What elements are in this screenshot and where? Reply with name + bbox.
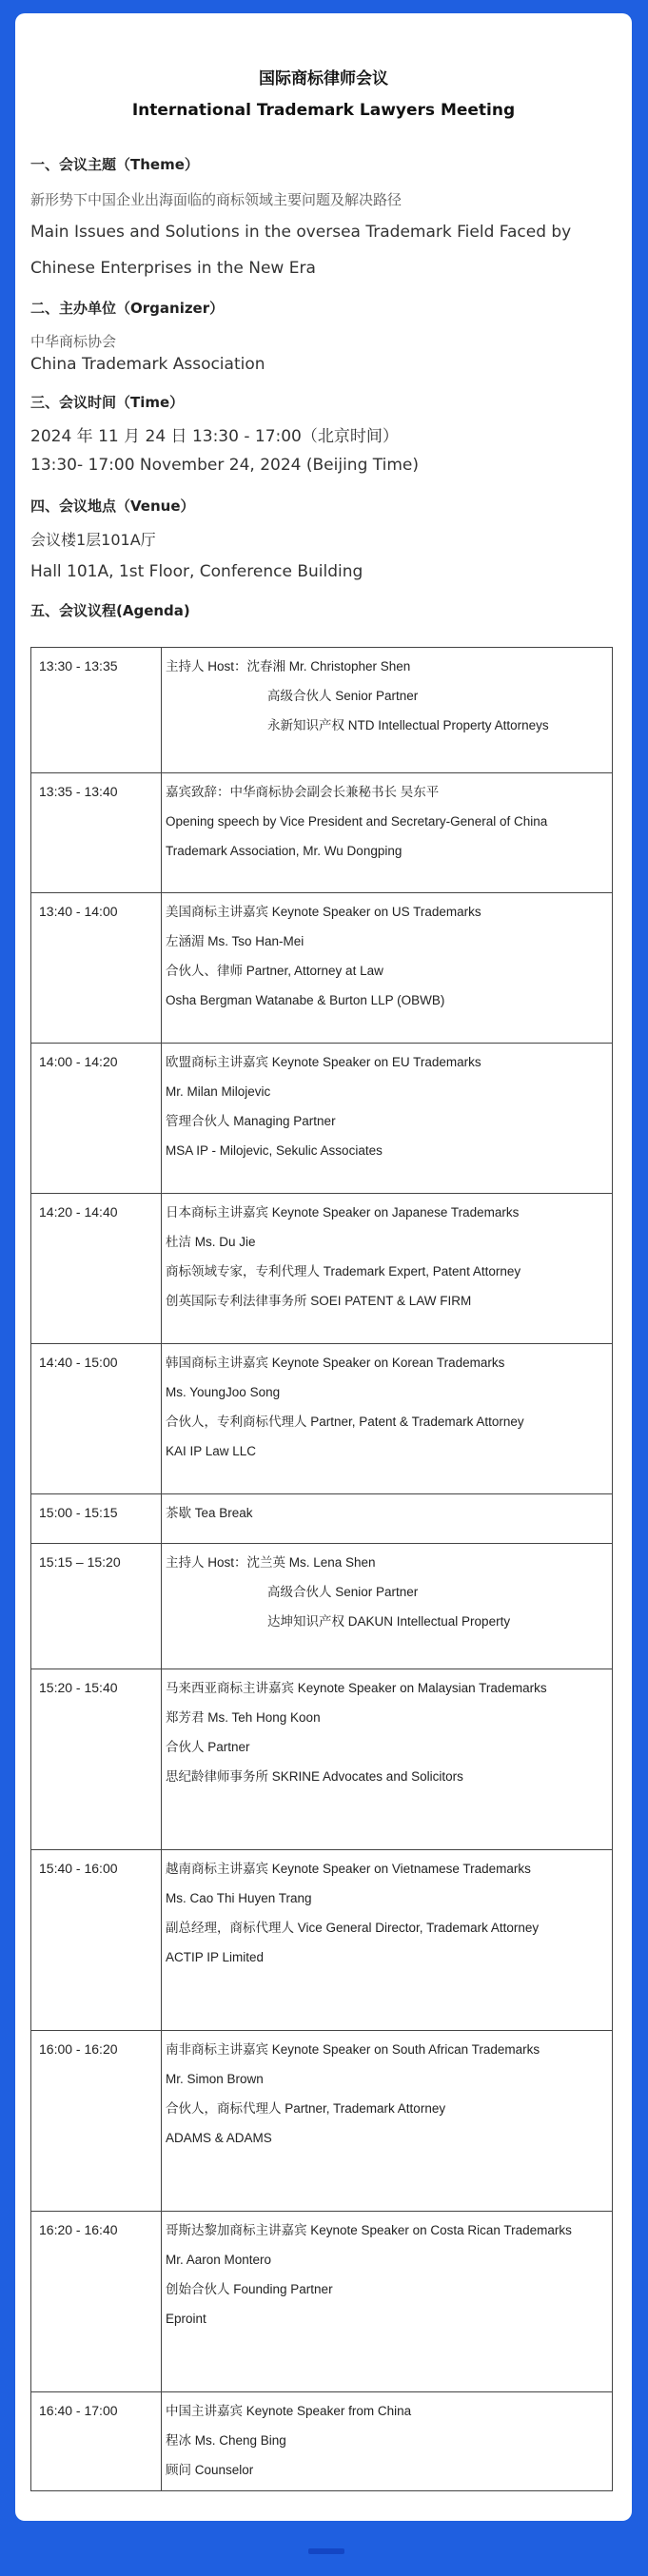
agenda-line: 中国主讲嘉宾 Keynote Speaker from China bbox=[166, 2404, 412, 2418]
organizer-cn: 中华商标协会 bbox=[30, 333, 117, 350]
agenda-details bbox=[162, 2212, 613, 2392]
agenda-time: 15:00 - 15:15 bbox=[31, 1494, 162, 1544]
agenda-line: Eproint bbox=[166, 2312, 206, 2326]
agenda-time: 13:30 - 13:35 bbox=[31, 648, 162, 773]
venue-cn: 会议楼1层101A厅 bbox=[30, 531, 156, 549]
agenda-line: 合伙人，专利商标代理人 Partner, Patent & Trademark Attorney bbox=[166, 1415, 524, 1429]
agenda-line: 合伙人 Partner bbox=[166, 1740, 250, 1754]
agenda-line: 顾问 Counselor bbox=[166, 2463, 254, 2477]
agenda-line: 创英国际专利法律事务所 SOEI PATENT & LAW FIRM bbox=[166, 1294, 472, 1308]
agenda-time: 15:40 - 16:00 bbox=[31, 1850, 162, 2031]
agenda-line: 哥斯达黎加商标主讲嘉宾 Keynote Speaker on Costa Rican Trademarks bbox=[166, 2223, 572, 2237]
theme-en-line1: Main Issues and Solutions in the oversea Trademark Field Faced by bbox=[30, 223, 572, 242]
agenda-line: Mr. Milan Milojevic bbox=[166, 1084, 271, 1099]
agenda-row bbox=[31, 2031, 613, 2212]
agenda-line: 茶歇 Tea Break bbox=[166, 1506, 253, 1520]
time-heading: 三、会议时间（Time） bbox=[30, 394, 185, 411]
agenda-details bbox=[162, 1669, 613, 1850]
agenda-row bbox=[31, 1544, 613, 1669]
theme-heading: 一、会议主题（Theme） bbox=[30, 156, 199, 173]
time-cn: 2024 年 11 月 24 日 13:30 - 17:00（北京时间） bbox=[30, 427, 399, 446]
agenda-line: Mr. Simon Brown bbox=[166, 2072, 264, 2086]
agenda-line: 高级合伙人 Senior Partner bbox=[267, 689, 419, 703]
venue-en: Hall 101A, 1st Floor, Conference Building bbox=[30, 562, 363, 581]
agenda-time: 14:40 - 15:00 bbox=[31, 1344, 162, 1494]
agenda-row bbox=[31, 2392, 613, 2491]
agenda-line: 杜洁 Ms. Du Jie bbox=[166, 1235, 256, 1249]
agenda-line: Ms. Cao Thi Huyen Trang bbox=[166, 1891, 312, 1905]
agenda-line: 永新知识产权 NTD Intellectual Property Attorneys bbox=[267, 718, 549, 732]
agenda-line: 商标领域专家，专利代理人 Trademark Expert, Patent Attorney bbox=[166, 1264, 521, 1278]
organizer-heading: 二、主办单位（Organizer） bbox=[30, 300, 225, 317]
agenda-row bbox=[31, 1669, 613, 1850]
agenda-row bbox=[31, 2212, 613, 2392]
agenda-line: 嘉宾致辞：中华商标协会副会长兼秘书长 吴东平 bbox=[166, 785, 440, 799]
agenda-row bbox=[31, 1194, 613, 1344]
agenda-time: 13:35 - 13:40 bbox=[31, 773, 162, 893]
agenda-line: 美国商标主讲嘉宾 Keynote Speaker on US Trademarks bbox=[166, 905, 481, 919]
agenda-time: 15:15 – 15:20 bbox=[31, 1544, 162, 1669]
page-title-en: International Trademark Lawyers Meeting bbox=[131, 101, 516, 120]
time-en: 13:30- 17:00 November 24, 2024 (Beijing Time) bbox=[30, 456, 419, 475]
agenda-row bbox=[31, 893, 613, 1044]
theme-cn: 新形势下中国企业出海面临的商标领域主要问题及解决路径 bbox=[30, 191, 403, 208]
agenda-line: 左涵湄 Ms. Tso Han-Mei bbox=[166, 934, 304, 948]
agenda-line: 主持人 Host：沈春湘 Mr. Christopher Shen bbox=[166, 659, 411, 673]
agenda-details bbox=[162, 773, 613, 893]
agenda-line: 马来西亚商标主讲嘉宾 Keynote Speaker on Malaysian Trademarks bbox=[166, 1681, 547, 1695]
agenda-line: 程冰 Ms. Cheng Bing bbox=[166, 2433, 286, 2448]
agenda-line: 主持人 Host：沈兰英 Ms. Lena Shen bbox=[166, 1555, 376, 1570]
bottom-indicator bbox=[308, 2548, 344, 2554]
agenda-line: Opening speech by Vice President and Secretary-General of China Trademark Association, Mr. Wu Dongping bbox=[166, 814, 548, 858]
agenda-row bbox=[31, 1850, 613, 2031]
agenda-line: KAI IP Law LLC bbox=[166, 1444, 257, 1458]
agenda-time: 15:20 - 15:40 bbox=[31, 1669, 162, 1850]
agenda-line: 韩国商标主讲嘉宾 Keynote Speaker on Korean Trademarks bbox=[166, 1356, 505, 1370]
agenda-line: 高级合伙人 Senior Partner bbox=[267, 1585, 419, 1599]
agenda-time: 13:40 - 14:00 bbox=[31, 893, 162, 1044]
agenda-line: Mr. Aaron Montero bbox=[166, 2253, 272, 2267]
agenda-line: 郑芳君 Ms. Teh Hong Koon bbox=[166, 1710, 321, 1725]
agenda-details bbox=[162, 1544, 613, 1669]
agenda-line: 合伙人、律师 Partner, Attorney at Law bbox=[166, 964, 383, 978]
agenda-line: 日本商标主讲嘉宾 Keynote Speaker on Japanese Trademarks bbox=[166, 1205, 520, 1220]
agenda-details bbox=[162, 1344, 613, 1494]
page-title-cn: 国际商标律师会议 bbox=[259, 69, 388, 88]
agenda-line: 达坤知识产权 DAKUN Intellectual Property bbox=[267, 1614, 511, 1629]
agenda-line: Osha Bergman Watanabe & Burton LLP (OBWB) bbox=[166, 993, 445, 1007]
agenda-heading: 五、会议议程(Agenda) bbox=[30, 602, 190, 619]
agenda-row bbox=[31, 648, 613, 773]
agenda-details bbox=[162, 2392, 613, 2491]
agenda-time: 16:00 - 16:20 bbox=[31, 2031, 162, 2212]
agenda-details bbox=[162, 1494, 613, 1544]
agenda-table bbox=[30, 647, 613, 2491]
agenda-details bbox=[162, 1044, 613, 1194]
document-card bbox=[15, 13, 632, 2521]
agenda-time: 14:00 - 14:20 bbox=[31, 1044, 162, 1194]
agenda-line: 副总经理，商标代理人 Vice General Director, Trademark Attorney bbox=[166, 1921, 540, 1935]
agenda-row bbox=[31, 1494, 613, 1544]
agenda-time: 16:40 - 17:00 bbox=[31, 2392, 162, 2491]
venue-heading: 四、会议地点（Venue） bbox=[30, 498, 195, 515]
agenda-line: 越南商标主讲嘉宾 Keynote Speaker on Vietnamese Trademarks bbox=[166, 1862, 531, 1876]
agenda-line: ACTIP IP Limited bbox=[166, 1950, 265, 1964]
agenda-line: 合伙人，商标代理人 Partner, Trademark Attorney bbox=[166, 2101, 446, 2116]
theme-en-line2: Chinese Enterprises in the New Era bbox=[30, 259, 316, 278]
agenda-line: 创始合伙人 Founding Partner bbox=[166, 2282, 333, 2296]
organizer-en: China Trademark Association bbox=[30, 355, 265, 374]
agenda-row bbox=[31, 1044, 613, 1194]
agenda-line: 管理合伙人 Managing Partner bbox=[166, 1114, 336, 1128]
agenda-details bbox=[162, 2031, 613, 2212]
agenda-details bbox=[162, 648, 613, 773]
agenda-row bbox=[31, 1344, 613, 1494]
agenda-line: ADAMS & ADAMS bbox=[166, 2131, 272, 2145]
agenda-line: 思纪龄律师事务所 SKRINE Advocates and Solicitors bbox=[166, 1769, 463, 1784]
agenda-row bbox=[31, 773, 613, 893]
agenda-details bbox=[162, 1850, 613, 2031]
agenda-details bbox=[162, 1194, 613, 1344]
agenda-line: MSA IP - Milojevic, Sekulic Associates bbox=[166, 1143, 383, 1158]
agenda-line: 南非商标主讲嘉宾 Keynote Speaker on South African Trademarks bbox=[166, 2042, 540, 2057]
agenda-line: Ms. YoungJoo Song bbox=[166, 1385, 281, 1399]
agenda-details bbox=[162, 893, 613, 1044]
agenda-time: 14:20 - 14:40 bbox=[31, 1194, 162, 1344]
agenda-line: 欧盟商标主讲嘉宾 Keynote Speaker on EU Trademarks bbox=[166, 1055, 481, 1069]
agenda-time: 16:20 - 16:40 bbox=[31, 2212, 162, 2392]
